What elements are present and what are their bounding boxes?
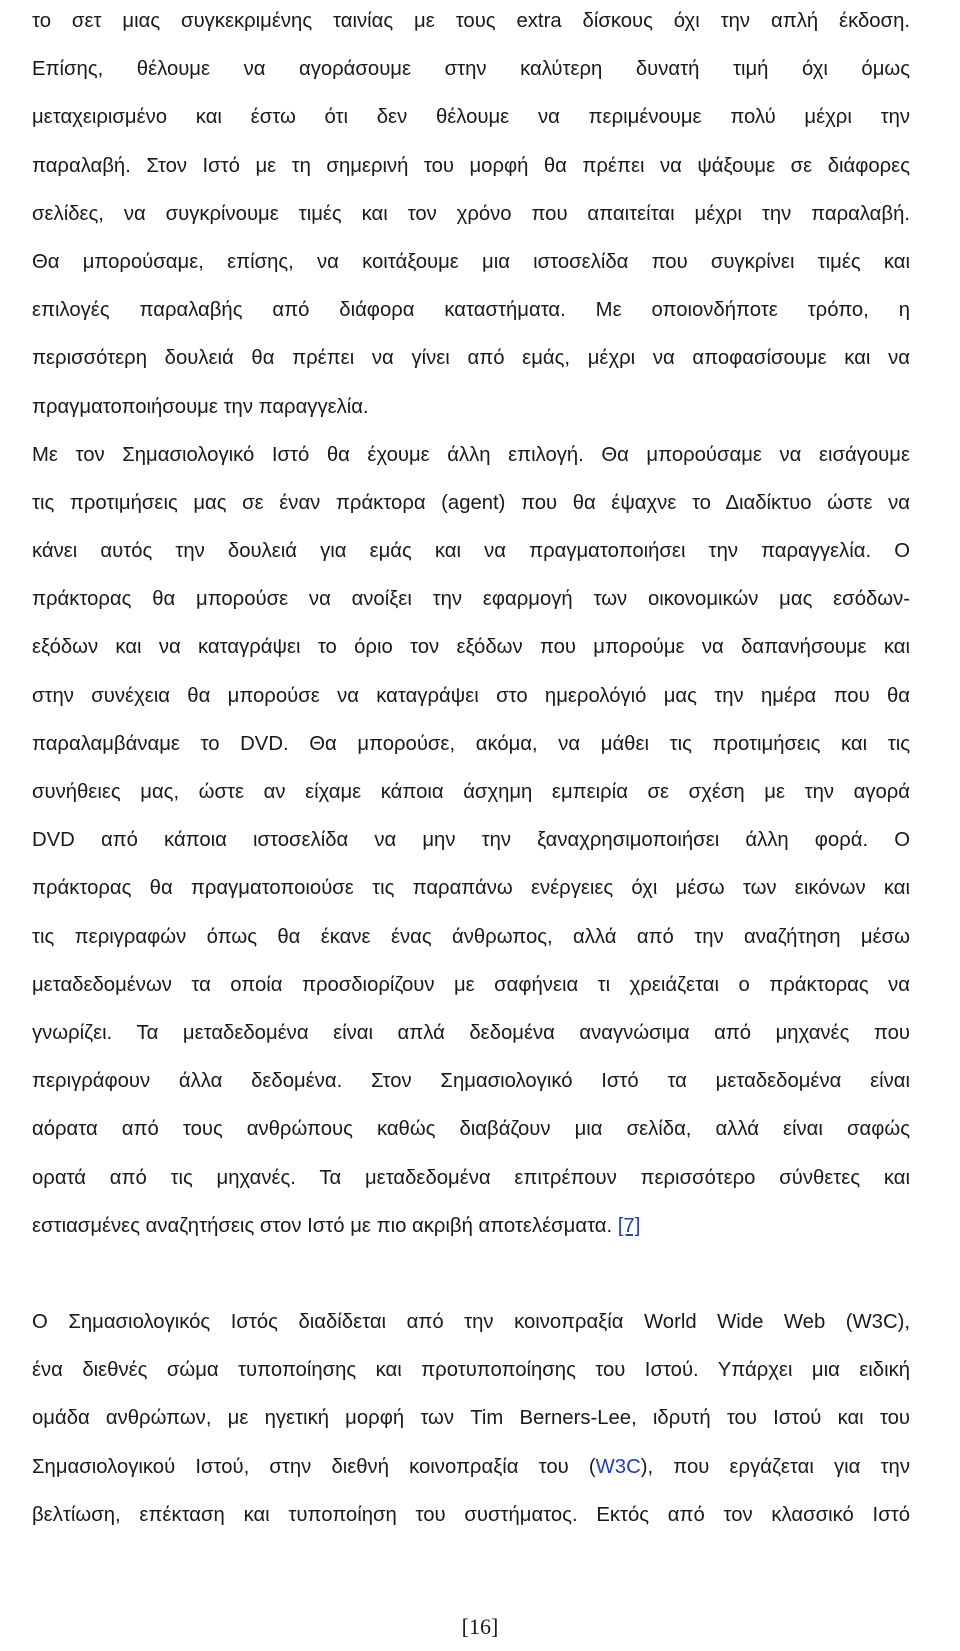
text-line: Επίσης, θέλουμε να αγοράσουμε στην καλύτερη δυνατή τιμή όχι όμως (32, 58, 910, 81)
text-line: πραγματοποιήσουμε την παραγγελία. (32, 395, 369, 418)
text-line: πράκτορας θα μπορούσε να ανοίξει την εφαρμογή των οικονομικών μας εσόδων- (32, 588, 910, 611)
text-segment: Σημασιολογικού Ιστού, στην διεθνή κοινοπραξία του ( (32, 1455, 596, 1478)
text-segment: εστιασμένες αναζητήσεις στον Ιστό με πιο ακριβή αποτελέσματα. (32, 1214, 618, 1237)
text-line: το σετ μιας συγκεκριμένης ταινίας με τους extra δίσκους όχι την απλή έκδοση. (32, 10, 910, 32)
paragraph-semantic-web-agent (32, 431, 910, 1250)
text-line: μεταδεδομένων τα οποία προσδιορίζουν με σαφήνεια τι χρειάζεται ο πράκτορας να (32, 973, 910, 996)
text-line: εξόδων και να καταγράψει το όριο τον εξόδων που μπορούμε να δαπανήσουμε και (32, 636, 910, 659)
text-line: ορατά από τις μηχανές. Τα μεταδεδομένα επιτρέπουν περισσότερο σύνθετες και (32, 1166, 910, 1189)
text-line: DVD από κάποια ιστοσελίδα να μην την ξαναχρησιμοποιήσει άλλη φορά. Ο (32, 829, 910, 852)
text-line: Θα μπορούσαμε, επίσης, να κοιτάξουμε μια ιστοσελίδα που συγκρίνει τιμές και (32, 250, 910, 273)
text-line: Ο Σημασιολογικός Ιστός διαδίδεται από την κοινοπραξία World Wide Web (W3C), (32, 1311, 910, 1334)
text-line: επιλογές παραλαβής από διάφορα καταστήματα. Με οποιονδήποτε τρόπο, η (32, 299, 910, 322)
document-page (32, 0, 910, 1539)
w3c-link[interactable]: W3C (595, 1455, 641, 1478)
text-line-with-reference (32, 1202, 910, 1250)
text-line: παραλαβή. Στον Ιστό με τη σημερινή του μορφή θα πρέπει να ψάξουμε σε διάφορες (32, 154, 910, 177)
text-line: βελτίωση, επέκταση και τυποποίηση του συστήματος. Εκτός από τον κλασσικό Ιστό (32, 1503, 910, 1526)
text-line: ομάδα ανθρώπων, με ηγετική μορφή των Tim Berners-Lee, ιδρυτή του Ιστού και του (32, 1407, 910, 1430)
text-line: παραλαμβάναμε το DVD. Θα μπορούσε, ακόμα, να μάθει τις προτιμήσεις και τις (32, 732, 910, 755)
text-line-with-w3c-link (32, 1443, 910, 1491)
text-line: αόρατα από τους ανθρώπους καθώς διαβάζουν μια σελίδα, αλλά είναι σαφώς (32, 1118, 910, 1141)
text-line: μεταχειρισμένο και έστω ότι δεν θέλουμε να περιμένουμε πολύ μέχρι την (32, 106, 910, 129)
paragraph-online-shopping (32, 0, 910, 431)
text-line: συνήθειες μας, ώστε αν είχαμε κάποια άσχημη εμπειρία σε σχέση με την αγορά (32, 781, 910, 803)
text-line: περιγράφουν άλλα δεδομένα. Στον Σημασιολογικό Ιστό τα μεταδεδομένα είναι (32, 1070, 910, 1093)
paragraph-w3c-consortium (32, 1298, 910, 1539)
text-segment: ), που εργάζεται για την (640, 1455, 910, 1478)
text-line: τις περιγραφών όπως θα έκανε ένας άνθρωπος, αλλά από την αναζήτηση μέσω (32, 925, 910, 948)
text-line: ένα διεθνές σώμα τυποποίησης και προτυποποίησης του Ιστού. Υπάρχει μια ειδική (32, 1359, 910, 1382)
page-number: [16] (461, 1614, 499, 1639)
text-line: πράκτορας θα πραγματοποιούσε τις παραπάνω ενέργειες όχι μέσω των εικόνων και (32, 877, 910, 900)
reference-link[interactable]: [7] (617, 1214, 641, 1237)
paragraph-spacer (32, 1250, 910, 1298)
text-line: γνωρίζει. Τα μεταδεδομένα είναι απλά δεδομένα αναγνώσιμα από μηχανές που (32, 1021, 910, 1044)
text-line: περισσότερη δουλειά θα πρέπει να γίνει από εμάς, μέχρι να αποφασίσουμε και να (32, 347, 910, 370)
text-line: στην συνέχεια θα μπορούσε να καταγράψει στο ημερολόγιό μας την ημέρα που θα (32, 684, 910, 707)
text-line: κάνει αυτός την δουλειά για εμάς και να πραγματοποιήσει την παραγγελία. Ο (32, 540, 910, 563)
text-line: Με τον Σημασιολογικό Ιστό θα έχουμε άλλη επιλογή. Θα μπορούσαμε να εισάγουμε (32, 443, 910, 466)
text-line: σελίδες, να συγκρίνουμε τιμές και τον χρόνο που απαιτείται μέχρι την παραλαβή. (32, 202, 910, 225)
text-line: τις προτιμήσεις μας σε έναν πράκτορα (agent) που θα έψαχνε το Διαδίκτυο ώστε να (32, 491, 910, 514)
